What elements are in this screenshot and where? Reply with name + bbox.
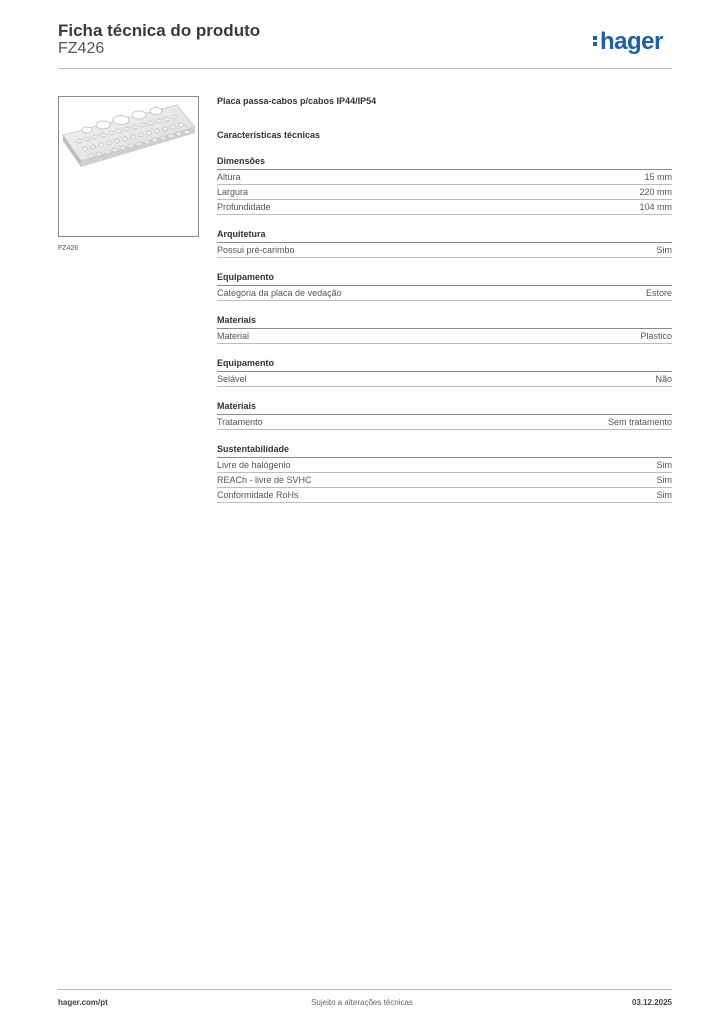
- footer-divider: [58, 989, 672, 990]
- spec-label: Livre de halógenio: [217, 460, 291, 470]
- page-title: Ficha técnica do produto: [58, 21, 261, 40]
- spec-group-sustentabilidade: [217, 444, 672, 503]
- spec-group-title: Equipamento: [217, 272, 672, 286]
- spec-label: Tratamento: [217, 417, 263, 427]
- product-image: [58, 96, 199, 237]
- spec-row: [217, 488, 672, 503]
- spec-group-title: Equipamento: [217, 358, 672, 372]
- spec-group-title: Dimensões: [217, 156, 672, 170]
- spec-group-title: Materiais: [217, 401, 672, 415]
- spec-row: [217, 243, 672, 258]
- spec-group-materiais: [217, 315, 672, 344]
- spec-label: Categoria da placa de vedação: [217, 288, 342, 298]
- spec-row: [217, 200, 672, 215]
- spec-label: Altura: [217, 172, 241, 182]
- spec-group-equipamento-2: [217, 358, 672, 387]
- spec-value: 15 mm: [644, 172, 672, 182]
- product-code: FZ426: [58, 40, 105, 57]
- spec-label: Conformidade RoHs: [217, 490, 299, 500]
- spec-label: Selável: [217, 374, 247, 384]
- spec-label: REACh - livre de SVHC: [217, 475, 312, 485]
- footer-website: hager.com/pt: [58, 998, 108, 1007]
- spec-value: Não: [655, 374, 672, 384]
- spec-content: [217, 96, 672, 503]
- spec-row: [217, 473, 672, 488]
- spec-row: [217, 185, 672, 200]
- cable-gland-plate-photo-icon: [59, 97, 198, 236]
- spec-value: 220 mm: [639, 187, 672, 197]
- spec-group-title: Materiais: [217, 315, 672, 329]
- tech-section-title: Características técnicas: [217, 130, 321, 140]
- spec-value: Plástico: [640, 331, 672, 341]
- spec-value: Sim: [656, 460, 672, 470]
- spec-group-equipamento: [217, 272, 672, 301]
- spec-label: Material: [217, 331, 250, 341]
- logo-text: hager: [600, 28, 663, 55]
- spec-row: [217, 286, 672, 301]
- spec-group-title: Arquitetura: [217, 229, 672, 243]
- spec-value: Sem tratamento: [607, 417, 672, 427]
- header-divider: [58, 68, 672, 69]
- spec-value: Sim: [656, 475, 672, 485]
- hager-logo: [593, 28, 663, 56]
- spec-row: [217, 329, 672, 344]
- spec-row: [217, 170, 672, 185]
- spec-group-dimensoes: [217, 156, 672, 215]
- spec-row: [217, 458, 672, 473]
- spec-group-title: Sustentabilidade: [217, 444, 672, 458]
- spec-group-materiais-2: [217, 401, 672, 430]
- logo-dots-icon: [593, 34, 598, 48]
- spec-label: Profundidade: [217, 202, 271, 212]
- spec-group-arquitetura: [217, 229, 672, 258]
- product-name: Placa passa-cabos p/cabos IP44/IP54: [217, 96, 377, 106]
- spec-row: [217, 415, 672, 430]
- spec-value: Estore: [645, 288, 672, 298]
- spec-value: 104 mm: [639, 202, 672, 212]
- spec-label: Possui pré-carimbo: [217, 245, 295, 255]
- footer-notice: Sujeito a alterações técnicas: [311, 998, 413, 1007]
- spec-row: [217, 372, 672, 387]
- spec-value: Sim: [656, 245, 672, 255]
- spec-value: Sim: [656, 490, 672, 500]
- image-caption: FZ426: [58, 245, 79, 252]
- footer-date: 03.12.2025: [631, 998, 672, 1007]
- spec-label: Largura: [217, 187, 249, 197]
